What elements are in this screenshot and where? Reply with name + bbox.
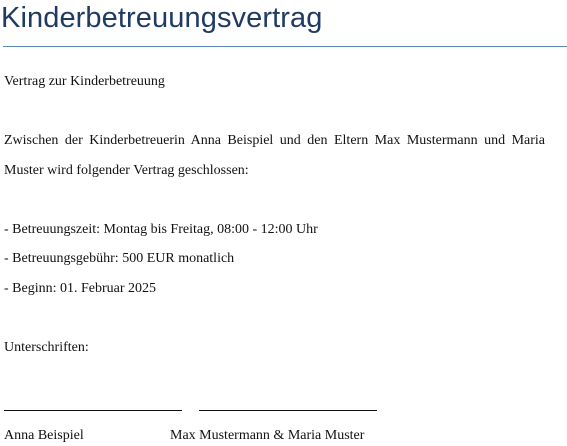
signature-line-parents (199, 410, 377, 411)
intro-paragraph-line-1: Zwischen der Kinderbetreuerin Anna Beispiel und den Eltern Max Mustermann und Maria (4, 133, 545, 148)
term-care-hours: - Betreuungszeit: Montag bis Freitag, 08:00 - 12:00 Uhr (4, 222, 318, 237)
term-care-fee: - Betreuungsgebühr: 500 EUR monatlich (4, 251, 235, 266)
title-divider (3, 46, 567, 47)
signatures-label: Unterschriften: (4, 340, 89, 355)
term-start-date: - Beginn: 01. Februar 2025 (4, 281, 157, 296)
signature-line-caregiver (4, 410, 182, 411)
document-subtitle: Vertrag zur Kinderbetreuung (4, 74, 165, 89)
document-title: Kinderbetreuungsvertrag (1, 2, 323, 34)
signatory-caregiver: Anna Beispiel (4, 428, 84, 443)
intro-paragraph-line-2: Muster wird folgender Vertrag geschlossen: (4, 163, 249, 178)
signatory-parents: Max Mustermann & Maria Muster (170, 428, 365, 443)
